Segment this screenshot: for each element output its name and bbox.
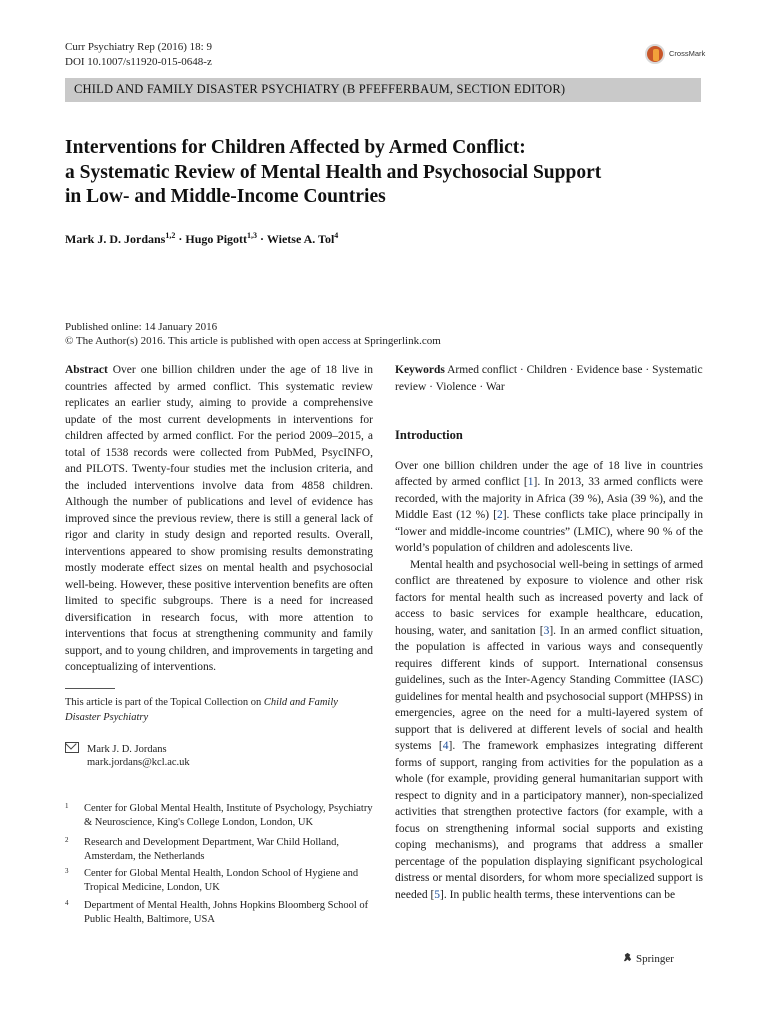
citation-link[interactable]: 1 xyxy=(527,476,534,488)
citation-link[interactable]: 3 xyxy=(543,624,550,637)
section-title: CHILD AND FAMILY DISASTER PSYCHIATRY (B PFEFFERBAUM, SECTION EDITOR) xyxy=(74,82,566,96)
author-separator: · xyxy=(175,232,186,246)
citation-link[interactable]: 2 xyxy=(496,509,503,521)
title-line: in Low- and Middle-Income Countries xyxy=(65,186,386,207)
title-line: Interventions for Children Affected by Armed Conflict: xyxy=(65,137,526,158)
crossmark-icon xyxy=(645,44,665,64)
journal-line: Curr Psychiatry Rep (2016) 18: 9 xyxy=(65,41,212,53)
contact-name: Mark J. D. Jordans xyxy=(87,744,167,755)
author-affil-ref: 1,2 xyxy=(165,231,176,240)
springer-horse-icon xyxy=(622,952,633,963)
affiliation-text: Center for Global Mental Health, London School of Hygiene and Tropical Medicine, London, UK xyxy=(84,868,359,893)
affiliation-item xyxy=(65,802,375,829)
contact-email[interactable]: mark.jordans@kcl.ac.uk xyxy=(87,757,190,768)
author-affil-ref: 1,3 xyxy=(247,231,258,240)
affiliation-number: 3 xyxy=(65,867,69,875)
introduction-heading: Introduction xyxy=(395,428,463,442)
topical-collection-link[interactable]: Child and Family Disaster Psychiatry xyxy=(65,697,338,723)
author-name[interactable]: Hugo Pigott xyxy=(185,232,248,246)
affiliation-text: Department of Mental Health, Johns Hopkins Bloomberg School of Public Health, Baltimore, USA xyxy=(84,900,369,925)
author-name[interactable]: Mark J. D. Jordans xyxy=(65,232,166,246)
topical-prefix: This article is part of the Topical Collection on xyxy=(65,697,264,708)
affiliation-number: 2 xyxy=(65,836,69,844)
publisher-name: Springer xyxy=(636,953,674,965)
affiliation-item xyxy=(65,899,375,926)
affiliation-text: Center for Global Mental Health, Institute of Psychology, Psychiatry & Neuroscience, King's College London, London, UK xyxy=(84,803,373,828)
abstract-label: Abstract xyxy=(65,364,108,376)
abstract-block xyxy=(65,362,373,676)
envelope-icon xyxy=(65,742,79,753)
affiliation-number: 4 xyxy=(65,899,69,907)
citation-link[interactable]: 4 xyxy=(442,740,449,752)
affiliation-number: 1 xyxy=(65,802,69,810)
author-name[interactable]: Wietse A. Tol xyxy=(266,232,335,246)
crossmark-label: CrossMark xyxy=(669,49,706,58)
keywords-block xyxy=(395,362,703,395)
crossmark-badge[interactable] xyxy=(645,44,735,68)
author-affil-ref: 4 xyxy=(334,231,339,240)
author-separator: · xyxy=(257,232,267,246)
keywords-label: Keywords xyxy=(395,364,445,376)
publication-info xyxy=(65,320,441,348)
title-line: a Systematic Review of Mental Health and Psychosocial Support xyxy=(65,161,602,183)
citation-link[interactable]: 5 xyxy=(434,888,441,901)
affiliation-text: Research and Development Department, War Child Holland, Amsterdam, the Netherlands xyxy=(84,837,339,862)
abstract-text: Over one billion children under the age of 18 live in countries affected by armed conflict. This systematic review replicates an earlier study, aiming to provide a comprehensive update of the most current developments in interventions for children affected by armed conflict. For the period 2009–2015, a total of 1538 records were collected from PubMed, PsycINFO, and PILOTS. Twenty-four studies met the inclusion criteria, and the included interventions involve data from 4858 children. Although the number of publications and level of evidence has improved since the previous review, there is still a general lack of rigor and clarity in study design and reported results. Overall, interventions appeared to show promising results demonstrating mostly moderate effect sizes on mental health and psychosocial well-being. However, these positive intervention benefits are often limited to specific subgroups. There is a need for increased diversification in research focus, with more attention to interventions that focus at strengthening community and family support, and to young children, and improvements in targeting and conceptualizing of interventions. xyxy=(65,364,374,673)
intro-paragraph-2: Mental health and psychosocial well-being in settings of armed conflict are threatened by exposure to violence and other risk factors for mental health such as increased poverty and lack of access to basic services for example healthcare, education, housing, water, and sanitation [3]. In an armed conflict situation, the population is affected in various ways and consequently requires different kinds of support. International consensus guidelines, such as the Inter-Agency Standing Committee (IASC) guidelines for mental health and psychosocial support (MHPSS) in emergencies, agree on the need for a multi-layered system of support that is delivered at different levels of social and health systems [4]. The framework emphasizes integrating different forms of support, ranging from activities for the population as a whole (for example, providing general humanitarian support with respect to dignity and in a participatory manner), non-specialized activities that strengthen protective factors (for example, with a focus on strengthening informal social supports and existing coping mechanisms), and programs that address a smaller percentage of the population displaying significant psychological distress or mental disorders, for whom more specialized support is needed [5]. In public health terms, these interventions can be xyxy=(395,558,704,901)
publisher-logo xyxy=(622,952,674,965)
affiliation-item xyxy=(65,836,375,863)
author-list xyxy=(65,231,338,247)
keywords-text: Armed conflict · Children · Evidence base · Systematic review · Violence · War xyxy=(395,364,703,393)
footnote-divider xyxy=(65,688,115,689)
corresponding-author xyxy=(65,742,190,769)
affiliation-item xyxy=(65,867,375,894)
topical-collection-note xyxy=(65,696,373,725)
intro-paragraph-1: Over one billion children under the age of 18 live in countries affected by armed conflict [1]. In 2013, 33 armed conflicts were recorded, with the majority in Africa (39 %), Asia (39 %), and the Middle East (12 %) [2]. These conflicts take place principally in “lower and middle-income countries” (LMIC), where 90 % of the world’s population of children and adolescents live. xyxy=(395,459,704,554)
section-bar xyxy=(65,78,701,102)
doi-line[interactable]: DOI 10.1007/s11920-015-0648-z xyxy=(65,56,212,68)
right-column xyxy=(395,362,703,903)
journal-citation xyxy=(65,40,212,70)
copyright-line: © The Author(s) 2016. This article is published with open access at Springerlink.com xyxy=(65,335,441,347)
article-title xyxy=(65,136,715,210)
published-date: Published online: 14 January 2016 xyxy=(65,321,218,333)
